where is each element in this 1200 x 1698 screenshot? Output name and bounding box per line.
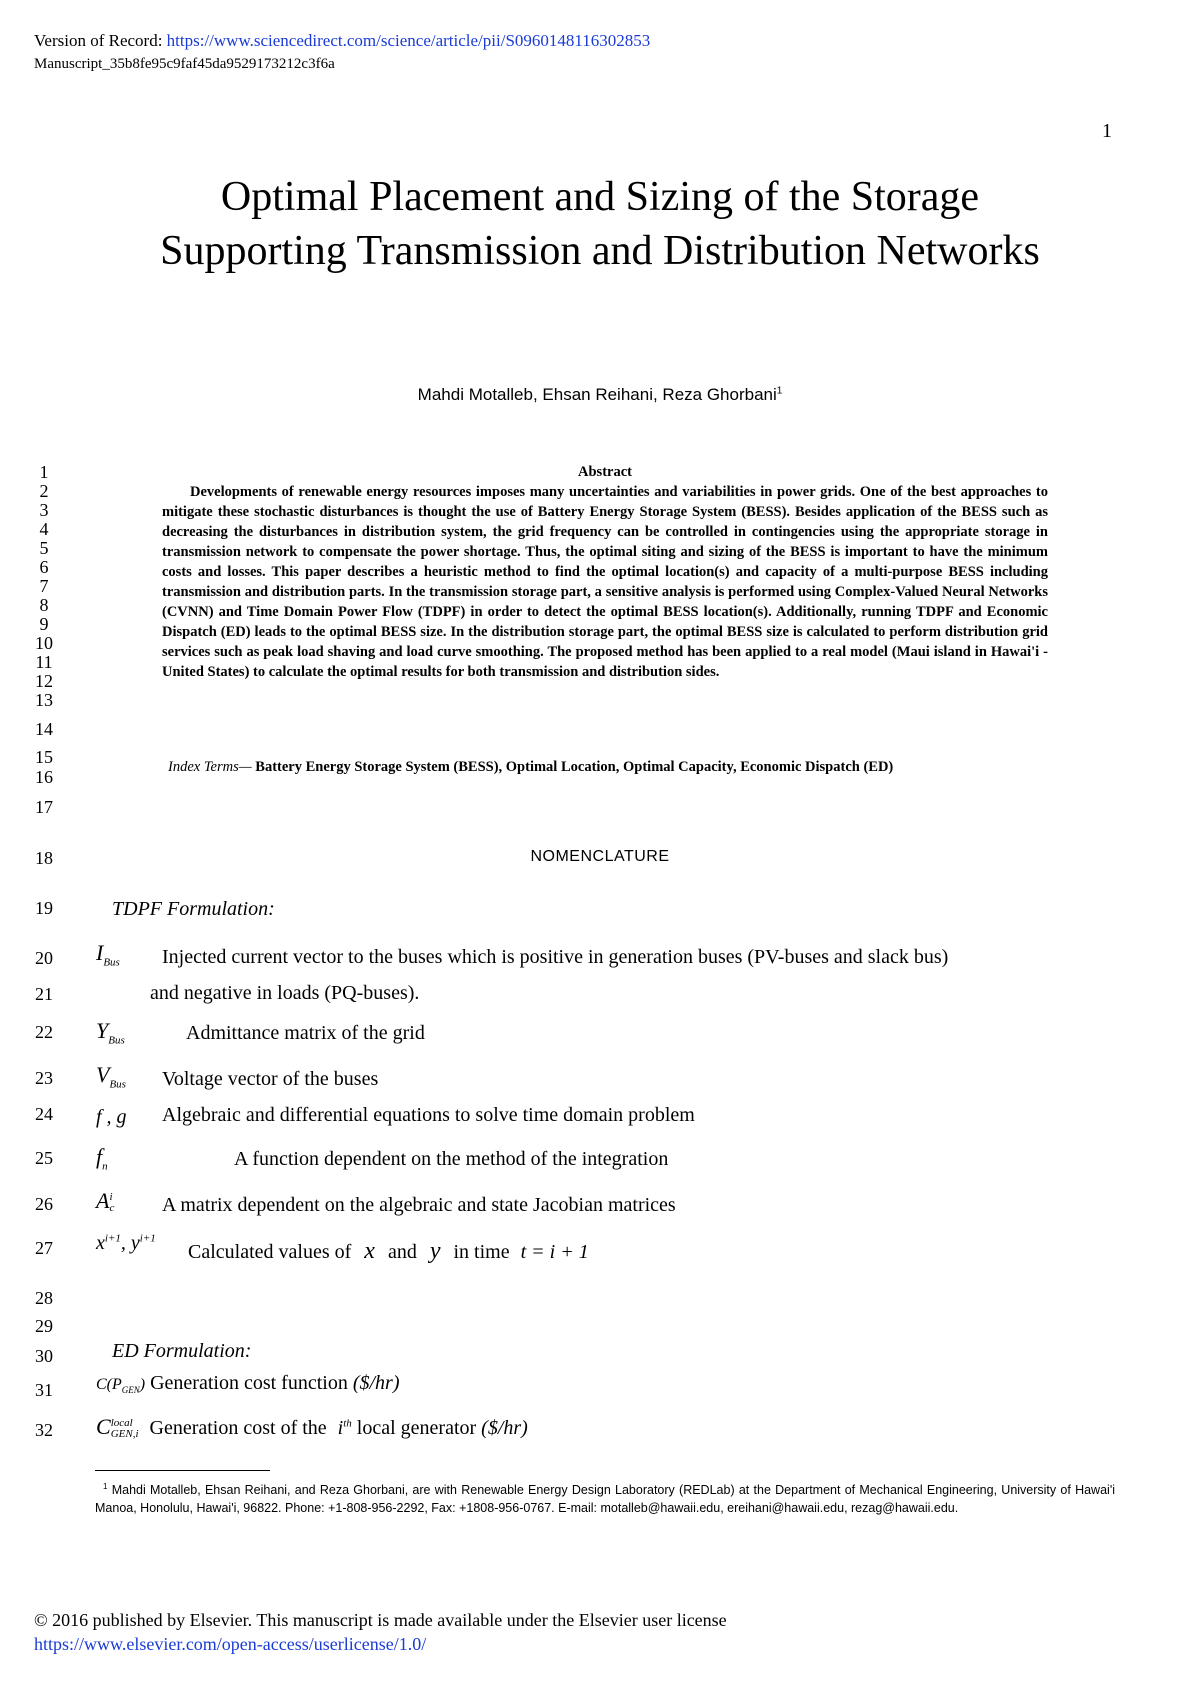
- line-number: 15: [35, 747, 53, 767]
- symbol-f-g: f , g: [96, 1106, 127, 1128]
- tdpf-heading: TDPF Formulation:: [112, 898, 275, 920]
- footnote: [95, 1478, 1115, 1517]
- line-number: 28: [35, 1288, 53, 1308]
- abstract-heading: Abstract: [578, 464, 632, 480]
- abstract-text: Developments of renewable energy resources imposes many uncertainties and variabilities in power grids. One of the best approaches to mitigate these stochastic disturbances is thought the use of Battery Energy Storage System (BESS). Besides application of the BESS such as decreasing the disturbances in distribution system, the grid frequency can be controlled in contingencies using the appropriate storage in transmission network to compensate the power shortage. Thus, the optimal siting and sizing of the BESS is important to have the minimum costs and losses. This paper describes a heuristic method to find the optimal location(s) and capacity of a multi-purpose BESS including transmission and distribution parts. In the transmission storage part, a sensitive analysis is performed using Complex-Valued Neural Networks (CVNN) and Time Domain Power Flow (TDPF) in order to detect the optimal BESS location(s). Additionally, running TDPF and Economic Dispatch (ED) leads to the optimal BESS size. In the distribution storage part, the optimal BESS size is calculated to perform distribution grid services such as peak load shaving and load curve smoothing. The proposed method has been applied to a real model (Maui island in Hawai'i -United States) to calculate the optimal results for both transmission and distribution sides.: [162, 484, 1048, 680]
- index-terms-label: Index Terms—: [168, 759, 252, 775]
- authors: [0, 385, 1200, 405]
- author-footnote-mark: 1: [776, 385, 783, 397]
- license-text: © 2016 published by Elsevier. This manuscript is made available under the Elsevier user license: [34, 1610, 727, 1630]
- line-number: 2: [39, 481, 49, 501]
- line-number: 24: [35, 1104, 53, 1124]
- line-number: 25: [35, 1148, 53, 1168]
- paper-title: [0, 170, 1200, 278]
- desc-f-n: A function dependent on the method of the integration: [234, 1148, 669, 1170]
- title-line-2: Supporting Transmission and Distribution Networks: [160, 228, 1040, 274]
- line-number: 27: [35, 1238, 53, 1258]
- line-number: 29: [35, 1316, 53, 1336]
- line-number: 8: [39, 595, 49, 615]
- symbol-f-n: $f_n$: [96, 1144, 108, 1173]
- footnote-mark: 1: [103, 1482, 108, 1491]
- line-number: 7: [39, 576, 49, 596]
- footnote-text: Mahdi Motalleb, Ehsan Reihani, and Reza Ghorbani, are with Renewable Energy Design Laboratory (REDLab) at the Department of Mechanical Engineering, University of Hawai'i Manoa, Honolulu, Hawai'i, 96822. Phone: +1-808-956-2292, Fax: +1808-956-0767. E-mail: motalleb@hawaii.edu, ereihani@hawaii.edu, rezag@hawaii.edu.: [95, 1483, 1115, 1516]
- line-number: 5: [39, 538, 49, 558]
- symbol-c-pgen: $C(P_{GEN})$: [96, 1376, 146, 1396]
- version-label: Version of Record:: [34, 31, 163, 50]
- license-block: [34, 1608, 727, 1656]
- desc-a-c: A matrix dependent on the algebraic and state Jacobian matrices: [162, 1194, 676, 1216]
- index-terms-text: Battery Energy Storage System (BESS), Optimal Location, Optimal Capacity, Economic Dispatch (ED): [251, 759, 894, 775]
- desc-y-bus: Admittance matrix of the grid: [186, 1022, 425, 1044]
- index-terms: [148, 757, 1048, 777]
- line-number: 3: [39, 500, 49, 520]
- line-number: 22: [35, 1022, 53, 1042]
- line-number: 9: [39, 614, 49, 634]
- line-number: 26: [35, 1194, 53, 1214]
- row-local-generation-cost: C local GEN,i Generation cost of the $i^{th}$ local generator ($/hr): [96, 1414, 528, 1440]
- desc-i-bus-cont: and negative in loads (PQ-buses).: [150, 982, 420, 1004]
- footnote-rule: [95, 1470, 270, 1471]
- line-number: 10: [35, 633, 53, 653]
- license-link[interactable]: https://www.elsevier.com/open-access/userlicense/1.0/: [34, 1634, 427, 1654]
- row-generation-cost: $C(P_{GEN})$ Generation cost function ($/hr): [96, 1372, 400, 1396]
- line-number: 32: [35, 1420, 53, 1440]
- symbol-y-bus: $Y_{Bus}$: [96, 1018, 125, 1047]
- line-number: 1: [39, 462, 49, 482]
- symbol-x-y: $x^{i+1}$, $y^{i+1}$: [96, 1232, 156, 1254]
- author-names: Mahdi Motalleb, Ehsan Reihani, Reza Ghorbani: [417, 385, 777, 404]
- line-number: 17: [35, 797, 53, 817]
- symbol-i-bus: $I_{Bus}$: [96, 940, 120, 969]
- nomenclature-heading: NOMENCLATURE: [530, 848, 670, 865]
- line-number: 23: [35, 1068, 53, 1088]
- page-number: 1: [1102, 120, 1112, 142]
- line-number: 12: [35, 671, 53, 691]
- symbol-a-c: A i c: [96, 1188, 115, 1214]
- line-number: 30: [35, 1346, 53, 1366]
- line-number: 6: [39, 557, 49, 577]
- desc-i-bus: Injected current vector to the buses which is positive in generation buses (PV-buses and slack bus): [162, 946, 949, 968]
- line-number: 20: [35, 948, 53, 968]
- ed-heading: ED Formulation:: [112, 1340, 252, 1362]
- line-number: 11: [35, 652, 53, 672]
- line-number: 14: [35, 719, 53, 739]
- line-number: 31: [35, 1380, 53, 1400]
- desc-v-bus: Voltage vector of the buses: [162, 1068, 379, 1090]
- line-number: 13: [35, 690, 53, 710]
- version-of-record: [34, 30, 650, 51]
- title-line-1: Optimal Placement and Sizing of the Storage: [220, 174, 980, 220]
- version-link[interactable]: https://www.sciencedirect.com/science/article/pii/S0960148116302853: [166, 31, 651, 50]
- symbol-v-bus: $V_{Bus}$: [96, 1062, 126, 1091]
- line-number: 21: [35, 984, 53, 1004]
- line-number: 18: [35, 848, 53, 868]
- line-number: 16: [35, 767, 53, 787]
- desc-f-g: Algebraic and differential equations to solve time domain problem: [162, 1104, 695, 1126]
- symbol-c-gen-local: C local GEN,i: [96, 1414, 139, 1440]
- line-number: 19: [35, 898, 53, 918]
- line-number: 4: [39, 519, 49, 539]
- desc-x-y: Calculated values of x and y in time t = i + 1: [188, 1238, 589, 1264]
- abstract: [162, 462, 1048, 682]
- manuscript-id: Manuscript_35b8fe95c9faf45da9529173212c3f6a: [34, 56, 335, 72]
